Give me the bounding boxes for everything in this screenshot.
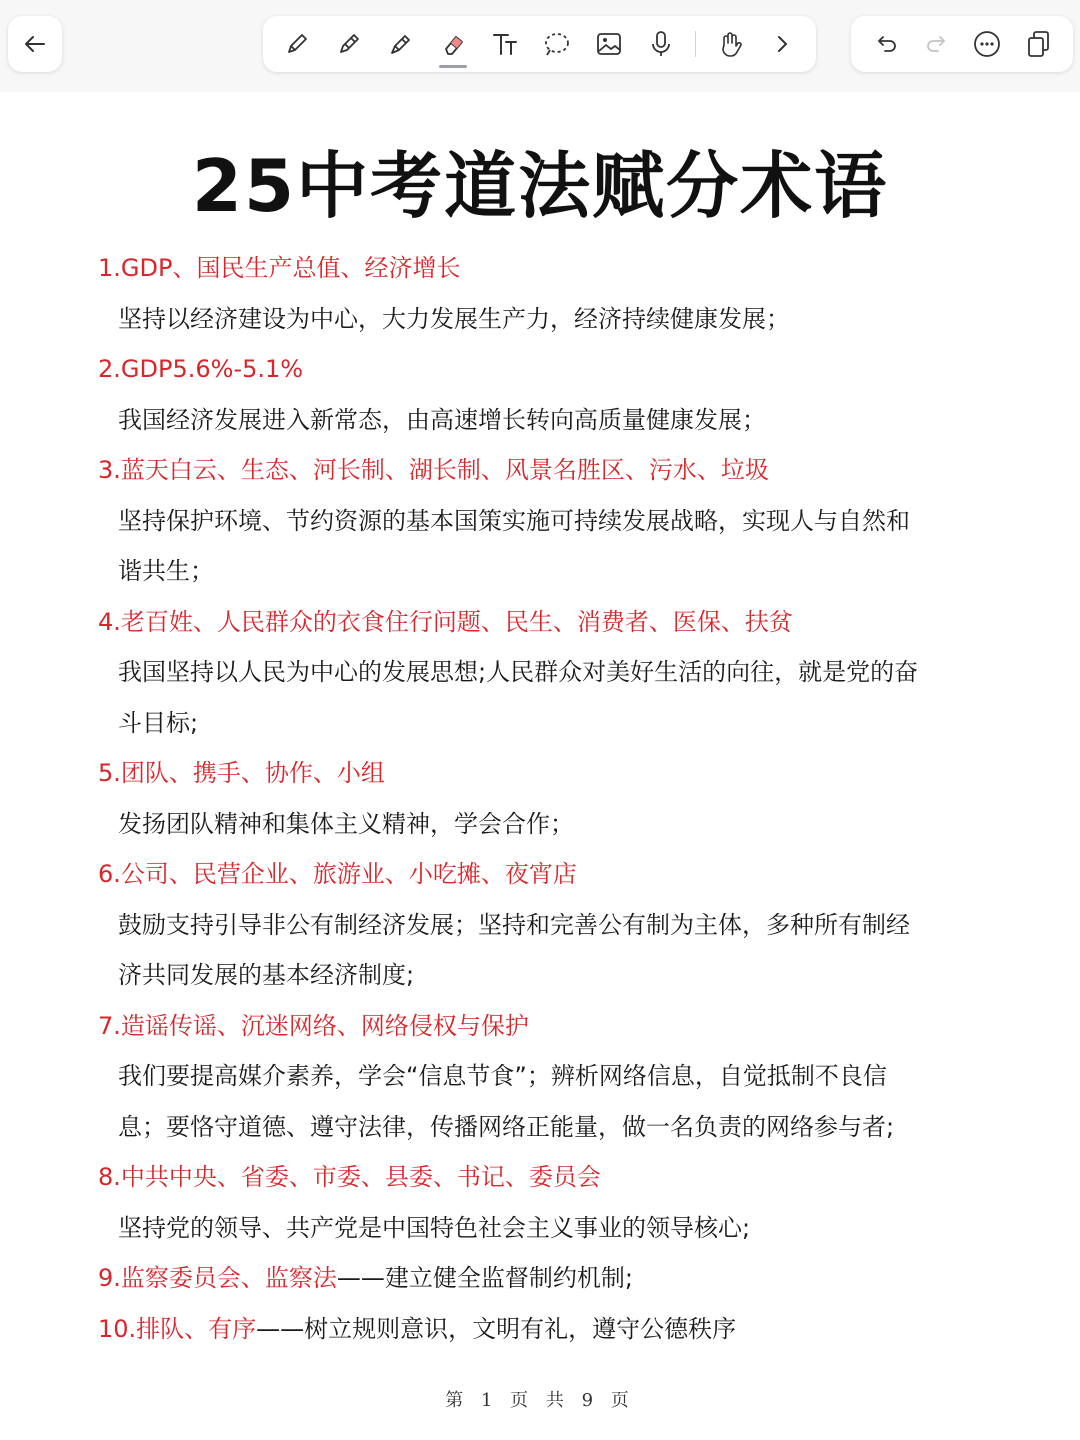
hand-icon[interactable]: [712, 26, 748, 62]
item-heading: [98, 1152, 998, 1203]
item-answer-line: 坚持保护环境、节约资源的基本国策实施可持续发展战略，实现人与自然和: [118, 506, 910, 535]
item-keywords: 6.公司、民营企业、旅游业、小吃摊、夜宵店: [98, 860, 577, 888]
lasso-icon[interactable]: [539, 26, 575, 62]
item-keywords: 7.造谣传谣、沉迷网络、网络侵权与保护: [98, 1011, 529, 1040]
item-keywords: 1.GDP、国民生产总值、经济增长: [98, 254, 461, 282]
arrow-left-icon[interactable]: [17, 26, 53, 62]
redo-icon[interactable]: [919, 26, 955, 62]
item-answer-line: 斗目标;: [118, 708, 199, 737]
eraser-icon[interactable]: [435, 26, 471, 62]
item-heading: [98, 344, 998, 395]
item-keywords: 2.GDP5.6%-5.1%: [98, 355, 304, 383]
pencil-icon[interactable]: [331, 26, 367, 62]
page-footer: 第 1 页 共 9 页: [445, 1390, 635, 1411]
action-bar: [851, 16, 1073, 72]
pen-icon[interactable]: [279, 26, 315, 62]
item-heading: [98, 748, 998, 799]
item-heading: [98, 1001, 998, 1052]
image-icon[interactable]: [591, 26, 627, 62]
item-keywords: 8.中共中央、省委、市委、县委、书记、委员会: [98, 1163, 601, 1191]
item-answer-inline: ——建立健全监督制约机制;: [336, 1264, 633, 1292]
more-icon[interactable]: [969, 26, 1005, 62]
copy-pages-icon[interactable]: [1020, 26, 1056, 62]
page-title: 25中考道法赋分术语: [191, 144, 889, 228]
item-heading: [98, 445, 998, 496]
item-keywords: 9.监察委员会、监察法: [98, 1264, 337, 1292]
item-answer-line: 发扬团队精神和集体主义精神，学会合作；: [118, 809, 574, 838]
item-answer-line: 我国经济发展进入新常态，由高速增长转向高质量健康发展；: [118, 405, 766, 434]
item-answer-inline: ——树立规则意识，文明有礼，遵守公德秩序: [256, 1314, 737, 1343]
toolbar-divider: [695, 31, 696, 57]
item-heading: [98, 597, 998, 648]
microphone-icon[interactable]: [643, 26, 679, 62]
item-answer-line: 我们要提高媒介素养，学会“信息节食”；辨析网络信息，自觉抵制不良信: [118, 1062, 887, 1090]
item-answer-line: 鼓励支持引导非公有制经济发展；坚持和完善公有制为主体，多种所有制经: [118, 910, 910, 939]
item-keywords: 10.排队、有序: [98, 1314, 257, 1343]
highlighter-icon[interactable]: [383, 26, 419, 62]
tool-palette: [263, 16, 816, 72]
item-answer-line: 坚持以经济建设为中心，大力发展生产力，经济持续健康发展；: [118, 304, 790, 333]
item-answer-line: 坚持党的领导、共产党是中国特色社会主义事业的领导核心;: [118, 1213, 751, 1242]
back-button[interactable]: [8, 16, 62, 72]
text-icon[interactable]: [487, 26, 523, 62]
chevron-right-icon[interactable]: [764, 26, 800, 62]
item-answer-line: 谐共生；: [118, 557, 214, 585]
item-heading: [98, 243, 998, 294]
undo-icon[interactable]: [868, 26, 904, 62]
item-answer-line: 息；要恪守道德、遵守法律，传播网络正能量，做一名负责的网络参与者;: [118, 1112, 895, 1141]
item-keywords: 4.老百姓、人民群众的衣食住行问题、民生、消费者、医保、扶贫: [98, 607, 793, 636]
item-keywords: 3.蓝天白云、生态、河长制、湖长制、风景名胜区、污水、垃圾: [98, 456, 769, 484]
document-body: [98, 243, 998, 1354]
item-keywords: 5.团队、携手、协作、小组: [98, 759, 385, 787]
item-heading: [98, 1304, 998, 1355]
item-heading: [98, 1253, 998, 1304]
item-heading: [98, 849, 998, 900]
app-toolbar: [0, 0, 1080, 92]
item-answer-line: 我国坚持以人民为中心的发展思想;人民群众对美好生活的向往，就是党的奋: [118, 658, 919, 686]
item-answer-line: 济共同发展的基本经济制度;: [118, 961, 415, 989]
